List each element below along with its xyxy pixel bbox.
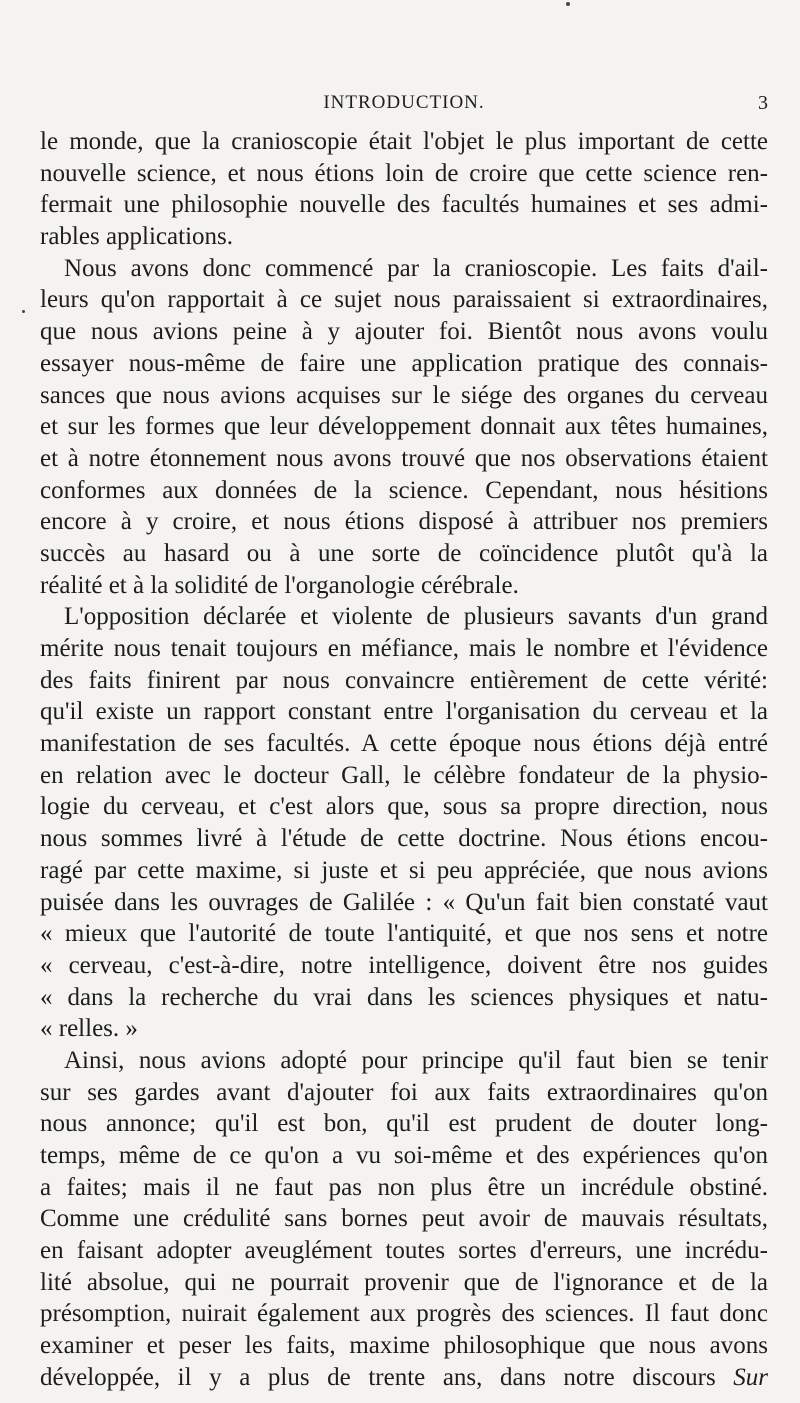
text-line: succès au hasard ou à une sorte de coïncidence plutôt qu'à la [40,539,768,567]
paragraph [40,1045,768,1394]
text-line: qu'il existe un rapport constant entre l'organisation du cerveau et la [40,698,768,726]
text-line: et à notre étonnement nous avons trouvé que nos observations étaient [40,444,768,472]
text-line: « relles. » [40,1015,138,1043]
text-line: en faisant adopter aveuglément toutes sortes d'erreurs, une incrédu- [40,1237,768,1265]
text-line: des faits finirent par nous convaincre entièrement de cette vérité: [40,666,768,694]
paragraph [40,126,768,253]
page-number: 3 [758,92,768,114]
text-line: essayer nous-même de faire une application pratique des connais- [40,349,768,377]
ink-speck [566,2,570,6]
paragraph [40,601,768,1045]
text-line-prefix: développée, il y a plus de trente ans, dans notre discours [40,1363,734,1391]
ink-speck [22,310,25,313]
text-line: présomption, nuirait également aux progrès des sciences. Il faut donc [40,1300,768,1328]
italic-word: Sur [733,1363,768,1391]
text-line: « mieux que l'autorité de toute l'antiquité, et que nos sens et notre [40,920,768,948]
text-line: mérite nous tenait toujours en méfiance, mais le nombre et l'évidence [40,635,768,662]
text-line [40,1362,768,1394]
text-line: « cerveau, c'est-à-dire, notre intelligence, doivent être nos guides [40,951,768,979]
text-line: logie du cerveau, et c'est alors que, sous sa propre direction, nous [40,793,768,821]
text-line: rables applications. [40,223,233,251]
text-line: examiner et peser les faits, maxime philosophique que nous avons [40,1332,768,1360]
text-line: en relation avec le docteur Gall, le célèbre fondateur de la physio- [40,761,768,789]
text-line: temps, même de ce qu'on a vu soi-même et des expériences qu'on [40,1142,768,1169]
text-line: nous sommes livré à l'étude de cette doctrine. Nous étions encou- [40,825,768,853]
text-line: L'opposition déclarée et violente de plusieurs savants d'un grand [64,603,768,631]
text-line: lité absolue, qui ne pourrait provenir que de l'ignorance et de la [40,1268,768,1296]
text-line: ragé par cette maxime, si juste et si peu appréciée, que nous avions [40,856,768,884]
text-line: fermait une philosophie nouvelle des facultés humaines et ses admi- [40,191,768,219]
text-line: leurs qu'on rapportait à ce sujet nous paraissaient si extraordinaires, [40,286,768,314]
text-line: a faites; mais il ne faut pas non plus être un incrédule obstiné. [40,1173,768,1201]
text-line: puisée dans les ouvrages de Galilée : « Qu'un fait bien constaté vaut [40,888,768,916]
running-title: INTRODUCTION. [323,92,485,113]
text-line: nouvelle science, et nous étions loin de croire que cette science ren- [40,159,768,187]
text-line: « dans la recherche du vrai dans les sciences physiques et natu- [40,983,768,1011]
text-line: sances que nous avions acquises sur le siége des organes du cerveau [40,381,768,409]
text-line: nous annonce; qu'il est bon, qu'il est prudent de douter long- [40,1110,768,1138]
text-line: encore à y croire, et nous étions disposé à attribuer nos premiers [40,508,768,536]
page-header [40,88,768,118]
text-line: Comme une crédulité sans bornes peut avoir de mauvais résultats, [40,1205,768,1233]
body-text [40,126,768,1394]
paragraph [40,253,768,602]
text-line: le monde, que la cranioscopie était l'objet le plus important de cette [40,128,768,155]
text-line: Nous avons donc commencé par la cranioscopie. Les faits d'ail- [64,254,768,282]
text-line: et sur les formes que leur développement donnait aux têtes humaines, [40,413,768,441]
text-line: conformes aux données de la science. Cependant, nous hésitions [40,476,768,504]
text-line: que nous avions peine à y ajouter foi. Bientôt nous avons voulu [40,318,768,346]
text-line: Ainsi, nous avions adopté pour principe qu'il faut bien se tenir [64,1046,768,1074]
text-line: sur ses gardes avant d'ajouter foi aux faits extraordinaires qu'on [40,1078,768,1106]
text-line: réalité et à la solidité de l'organologie cérébrale. [40,571,519,599]
text-line: manifestation de ses facultés. A cette époque nous étions déjà entré [40,730,768,758]
